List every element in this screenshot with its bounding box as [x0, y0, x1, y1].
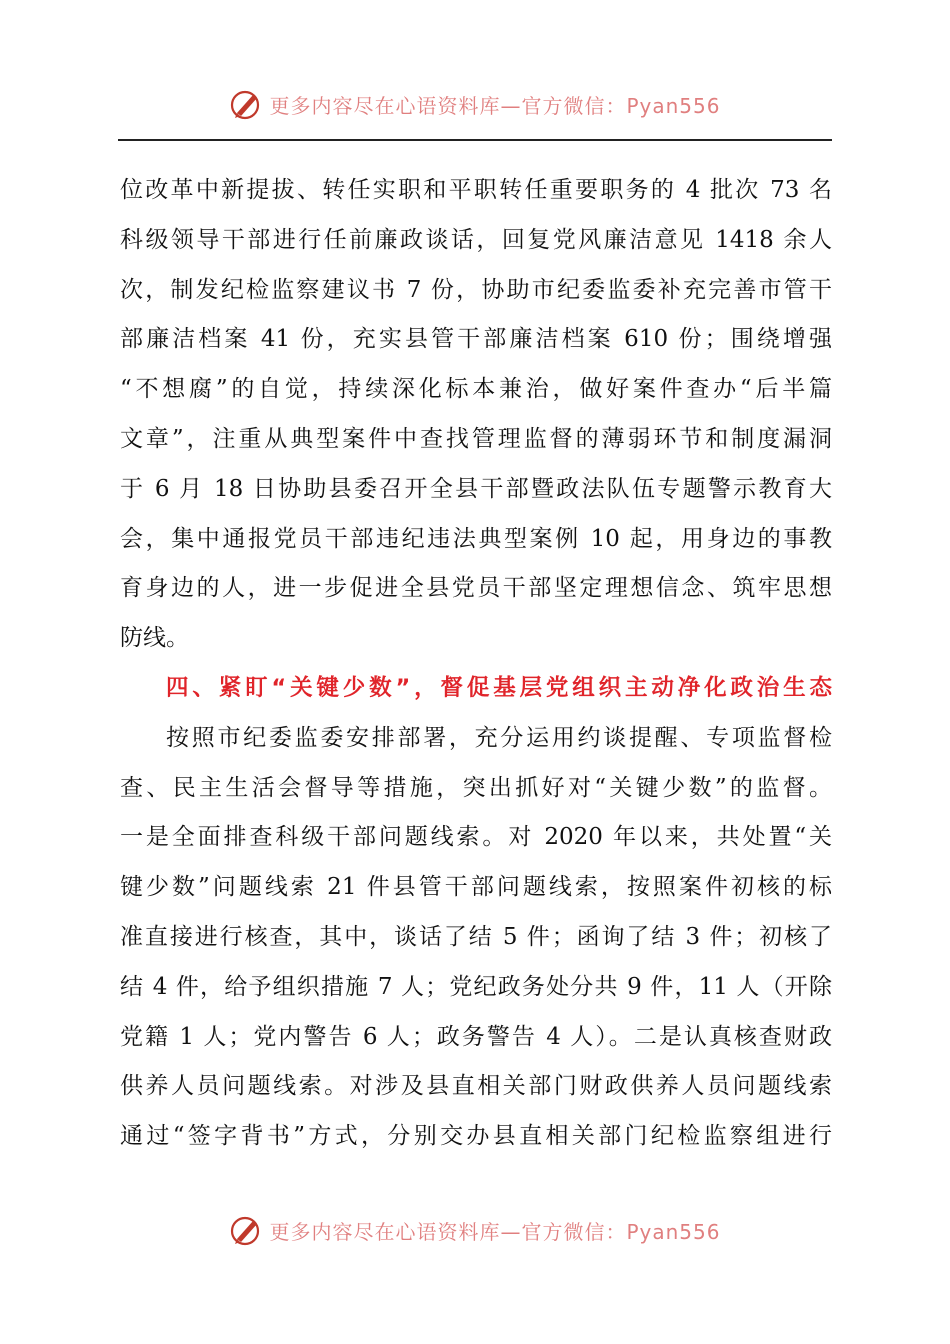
paragraph-line: 育身边的人，进一步促进全县党员干部坚定理想信念、筑牢思想	[120, 575, 832, 602]
pen-logo-icon	[229, 1213, 263, 1247]
paragraph-line: 位改革中新提拔、转任实职和平职转任重要职务的 4 批次 73 名	[120, 177, 832, 203]
footer-watermark	[0, 1210, 950, 1250]
paragraph-line: 防线。	[120, 625, 189, 652]
paragraph-line: 部廉洁档案 41 份，充实县管干部廉洁档案 610 份；围绕增强	[120, 326, 832, 353]
paragraph-line: 按照市纪委监委安排部署，充分运用约谈提醒、专项监督检	[166, 724, 832, 751]
header-watermark	[0, 84, 950, 124]
paragraph-line: 文章”，注重从典型案件中查找管理监督的薄弱环节和制度漏洞	[120, 425, 832, 452]
section-heading: 四、紧盯“关键少数”，督促基层党组织主动净化政治生态	[166, 674, 832, 701]
header-watermark-text: 更多内容尽在心语资料库—官方微信：Pyan556	[269, 93, 721, 118]
paragraph-line: “不想腐”的自觉，持续深化标本兼治，做好案件查办“后半篇	[120, 376, 832, 403]
paragraph-line: 科级领导干部进行任前廉政谈话，回复党风廉洁意见 1418 余人	[120, 226, 832, 253]
document-body	[120, 166, 832, 1162]
pen-logo-icon	[229, 87, 263, 121]
paragraph-line: 次，制发纪检监察建议书 7 份，协助市纪委监委补充完善市管干	[120, 276, 832, 303]
paragraph-line: 党籍 1 人；党内警告 6 人；政务警告 4 人）。二是认真核查财政	[120, 1023, 832, 1050]
paragraph-line: 结 4 件，给予组织措施 7 人；党纪政务处分共 9 件，11 人（开除	[120, 973, 832, 1000]
paragraph-line: 会，集中通报党员干部违纪违法典型案例 10 起，用身边的事教	[120, 525, 832, 552]
paragraph-line: 键少数”问题线索 21 件县管干部问题线索，按照案件初核的标	[120, 874, 832, 901]
paragraph-line: 查、民主生活会督导等措施，突出抓好对“关键少数”的监督。	[120, 774, 832, 801]
paragraph-line: 于 6 月 18 日协助县委召开全县干部暨政法队伍专题警示教育大	[120, 475, 832, 502]
header-divider	[118, 139, 832, 141]
paragraph-line: 供养人员问题线索。对涉及县直相关部门财政供养人员问题线索	[120, 1073, 832, 1100]
paragraph-line: 通过“签字背书”方式，分别交办县直相关部门纪检监察组进行	[120, 1123, 832, 1150]
footer-watermark-text: 更多内容尽在心语资料库—官方微信：Pyan556	[269, 1219, 721, 1244]
paragraph-line: 准直接进行核查，其中，谈话了结 5 件；函询了结 3 件；初核了	[120, 923, 832, 950]
paragraph-line: 一是全面排查科级干部问题线索。对 2020 年以来，共处置“关	[120, 824, 832, 851]
